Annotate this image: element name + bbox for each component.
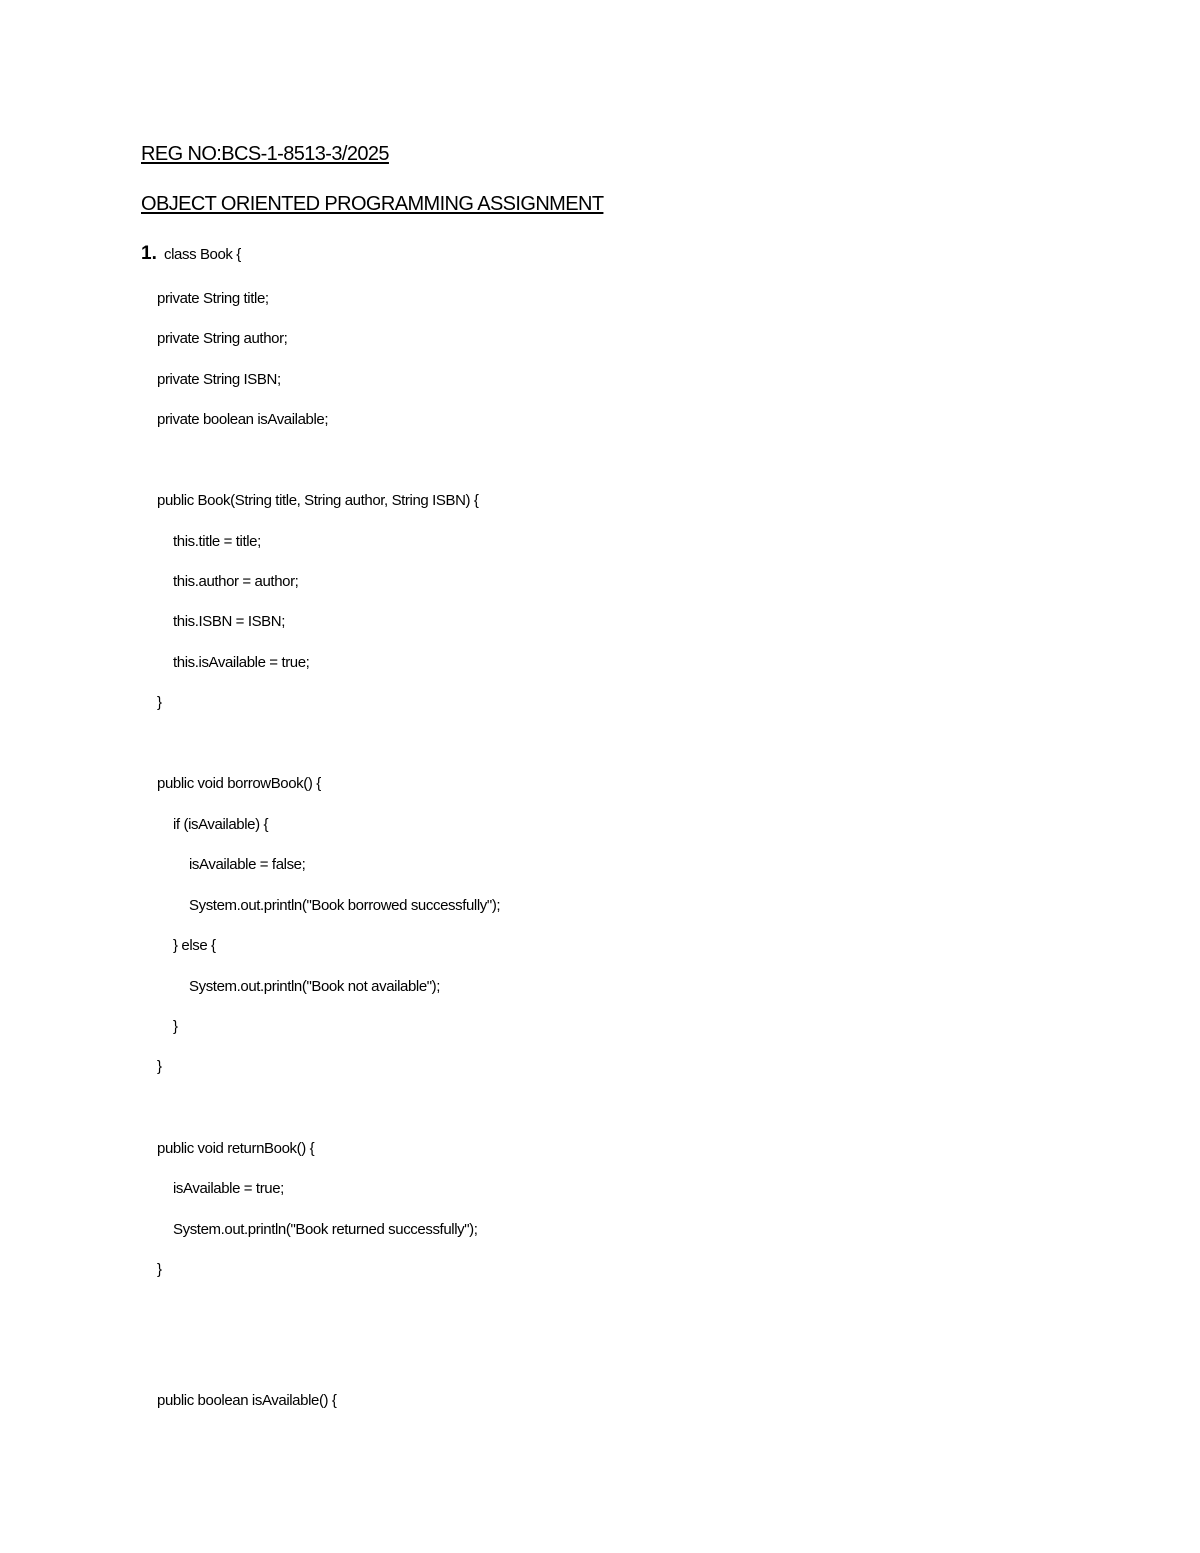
code-line: System.out.println("Book borrowed successfully"); <box>189 897 501 914</box>
code-line: public void returnBook() { <box>157 1140 315 1157</box>
code-line: } <box>157 1261 162 1278</box>
registration-number: REG NO:BCS-1-8513-3/2025 <box>141 143 389 165</box>
code-line: this.ISBN = ISBN; <box>173 613 285 630</box>
code-line: isAvailable = true; <box>173 1180 284 1197</box>
code-line: } <box>157 694 162 711</box>
code-line: private boolean isAvailable; <box>157 411 329 428</box>
code-line: } <box>157 1058 162 1075</box>
code-line: public boolean isAvailable() { <box>157 1392 337 1409</box>
code-line: } <box>173 1018 178 1035</box>
code-line: this.title = title; <box>173 533 261 550</box>
code-line: isAvailable = false; <box>189 856 306 873</box>
code-line: public Book(String title, String author, String ISBN) { <box>157 492 479 509</box>
question-number: 1. <box>141 243 157 264</box>
code-line: class Book { <box>164 246 241 263</box>
code-line: } else { <box>173 937 216 954</box>
code-line: this.author = author; <box>173 573 299 590</box>
code-line: this.isAvailable = true; <box>173 654 310 671</box>
code-line: System.out.println("Book not available"); <box>189 978 441 995</box>
code-line: System.out.println("Book returned successfully"); <box>173 1221 478 1238</box>
code-line: if (isAvailable) { <box>173 816 269 833</box>
code-line: private String title; <box>157 290 269 307</box>
code-line: private String ISBN; <box>157 371 281 388</box>
code-line: private String author; <box>157 330 288 347</box>
assignment-title: OBJECT ORIENTED PROGRAMMING ASSIGNMENT <box>141 193 604 215</box>
code-line: public void borrowBook() { <box>157 775 321 792</box>
